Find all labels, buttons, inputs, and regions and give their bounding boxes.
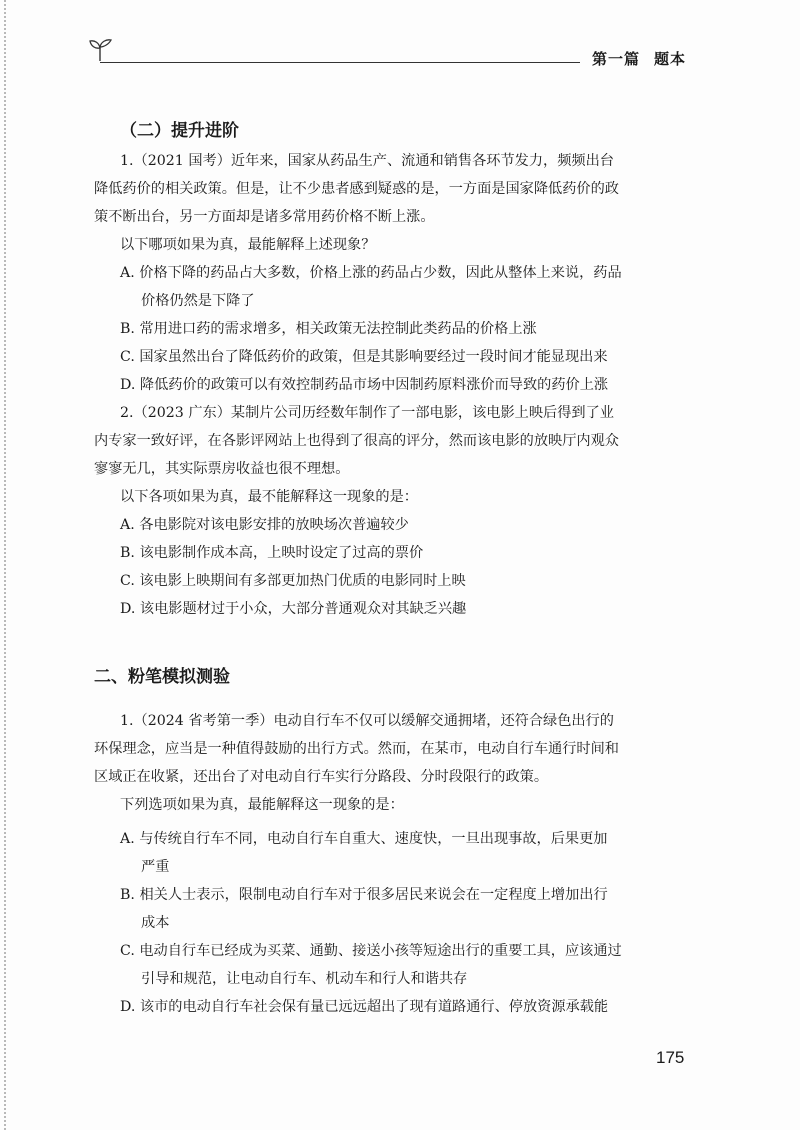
- question-stem-line: 寥寥无几，其实际票房收益也很不理想。: [94, 461, 350, 477]
- option-b: B. 该电影制作成本高，上映时设定了过高的票价: [120, 545, 424, 561]
- option-a: A. 各电影院对该电影安排的放映场次普遍较少: [120, 517, 409, 533]
- option-a: A. 与传统自行车不同，电动自行车自重大、速度快，一旦出现事故，后果更加: [120, 831, 608, 847]
- option-b-continued: 成本: [141, 915, 170, 931]
- header-rule: [100, 62, 580, 63]
- option-a-continued: 价格仍然是下降了: [141, 293, 255, 309]
- header-section: 题本: [654, 50, 687, 68]
- running-header: [592, 48, 686, 69]
- header-part: 第一篇: [592, 50, 641, 68]
- option-b: B. 相关人士表示，限制电动自行车对于很多居民来说会在一定程度上增加出行: [120, 887, 608, 903]
- question-stem-line: 1.（2024 省考第一季）电动自行车不仅可以缓解交通拥堵，还符合绿色出行的: [120, 713, 614, 729]
- question-stem-line: 2.（2023 广东）某制片公司历经数年制作了一部电影，该电影上映后得到了业: [120, 405, 614, 421]
- option-d: D. 该市的电动自行车社会保有量已远远超出了现有道路通行、停放资源承载能: [120, 999, 609, 1015]
- option-c-continued: 引导和规范，让电动自行车、机动车和行人和谐共存: [141, 971, 468, 987]
- option-c: C. 电动自行车已经成为买菜、通勤、接送小孩等短途出行的重要工具，应该通过: [120, 943, 622, 959]
- option-a: A. 价格下降的药品占大多数，价格上涨的药品占少数，因此从整体上来说，药品: [120, 265, 622, 281]
- question-stem-line: 内专家一致好评，在各影评网站上也得到了很高的评分，然而该电影的放映厅内观众: [94, 433, 619, 449]
- section-title: 二、粉笔模拟测验: [94, 667, 230, 687]
- option-b: B. 常用进口药的需求增多，相关政策无法控制此类药品的价格上涨: [120, 321, 537, 337]
- option-d: D. 降低药价的政策可以有效控制药品市场中因制药原料涨价而导致的药价上涨: [120, 377, 609, 393]
- page-number: 175: [656, 1048, 685, 1067]
- question-stem-line: 降低药价的相关政策。但是，让不少患者感到疑惑的是，一方面是国家降低药价的政: [94, 181, 619, 197]
- question-stem-line: 1.（2021 国考）近年来，国家从药品生产、流通和销售各环节发力，频频出台: [120, 153, 614, 169]
- question-prompt: 下列选项如果为真，最能解释这一现象的是：: [120, 797, 404, 813]
- sprout-icon: [88, 38, 114, 62]
- option-c: C. 该电影上映期间有多部更加热门优质的电影同时上映: [120, 573, 466, 589]
- sub-section-title: （二）提升进阶: [120, 121, 239, 141]
- question-stem-line: 环保理念，应当是一种值得鼓励的出行方式。然而，在某市，电动自行车通行时间和: [94, 741, 619, 757]
- option-d: D. 该电影题材过于小众，大部分普通观众对其缺乏兴趣: [120, 601, 467, 617]
- question-stem-line: 策不断出台，另一方面却是诸多常用药价格不断上涨。: [94, 209, 435, 225]
- question-stem-line: 区域正在收紧，还出台了对电动自行车实行分路段、分时段限行的政策。: [94, 769, 549, 785]
- question-prompt: 以下各项如果为真，最不能解释这一现象的是：: [120, 489, 418, 505]
- question-prompt: 以下哪项如果为真，最能解释上述现象？: [120, 237, 376, 253]
- option-a-continued: 严重: [141, 859, 170, 875]
- option-c: C. 国家虽然出台了降低药价的政策，但是其影响要经过一段时间才能显现出来: [120, 349, 608, 365]
- binding-edge: [4, 0, 6, 1130]
